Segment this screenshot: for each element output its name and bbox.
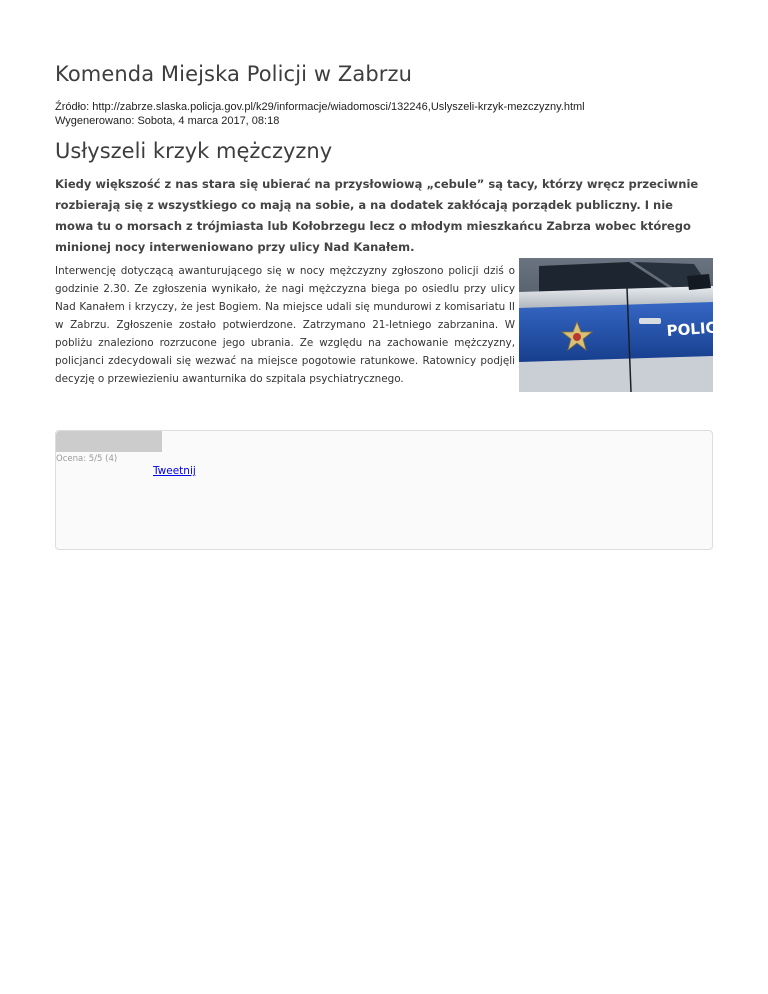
tweet-link[interactable]: Tweetnij [153,465,196,477]
source-info [55,100,713,128]
photo-lettering: POLICJA [666,317,735,340]
article-body: Interwencję dotyczącą awanturującego się w nocy mężczyzny zgłoszono policji dziś o godzinie 2.30. Ze zgłoszenia wynikało, że nagi mężczyzna biega po osiedlu przy ulicy Nad Kanałem i krzyczy, że jest Bogiem. Na miejsce udali się mundurowi z komisariatu II w Zabrzu. Zgłoszenie zostało potwierdzone. Zatrzymano 21-letniego zabrzanina. W pobliżu znaleziono rozrzucone jego ubrania. Ze względu na zachowanie mężczyzny, policjanci zdecydowali się wezwać na miejsce pogotowie ratunkowe. Ratownicy podjęli decyzję o przewiezieniu awanturnika do szpitala psychiatrycznego. [55,265,515,385]
police-car-photo [519,258,735,392]
rating-box [55,430,713,550]
source-url: Źródło: http://zabrze.slaska.policja.gov.pl/k29/informacje/wiadomosci/132246,Uslyszeli-krzyk-mezczyzny.html [55,101,585,113]
rating-bar[interactable] [56,431,162,452]
site-title: Komenda Miejska Policji w Zabrzu [55,62,413,86]
article-title: Usłyszeli krzyk mężczyzny [55,139,333,163]
article-lead: Kiedy większość z nas stara się ubierać na przysłowiową „cebule” są tacy, którzy wręcz przeciwnie rozbierają się z wszystkiego co mają na sobie, a na dodatek zakłócają porządek publiczny. I nie mowa tu o morsach z trójmiasta lub Kołobrzegu lecz o młodym mieszkańcu Zabrza wobec którego minionej nocy interweniowano przy ulicy Nad Kanałem. [55,177,699,254]
rating-label: Ocena: 5/5 (4) [56,454,118,464]
print-page [55,60,735,396]
generated-date: Wygenerowano: Sobota, 4 marca 2017, 08:18 [55,115,280,127]
article-body-row [55,262,735,396]
